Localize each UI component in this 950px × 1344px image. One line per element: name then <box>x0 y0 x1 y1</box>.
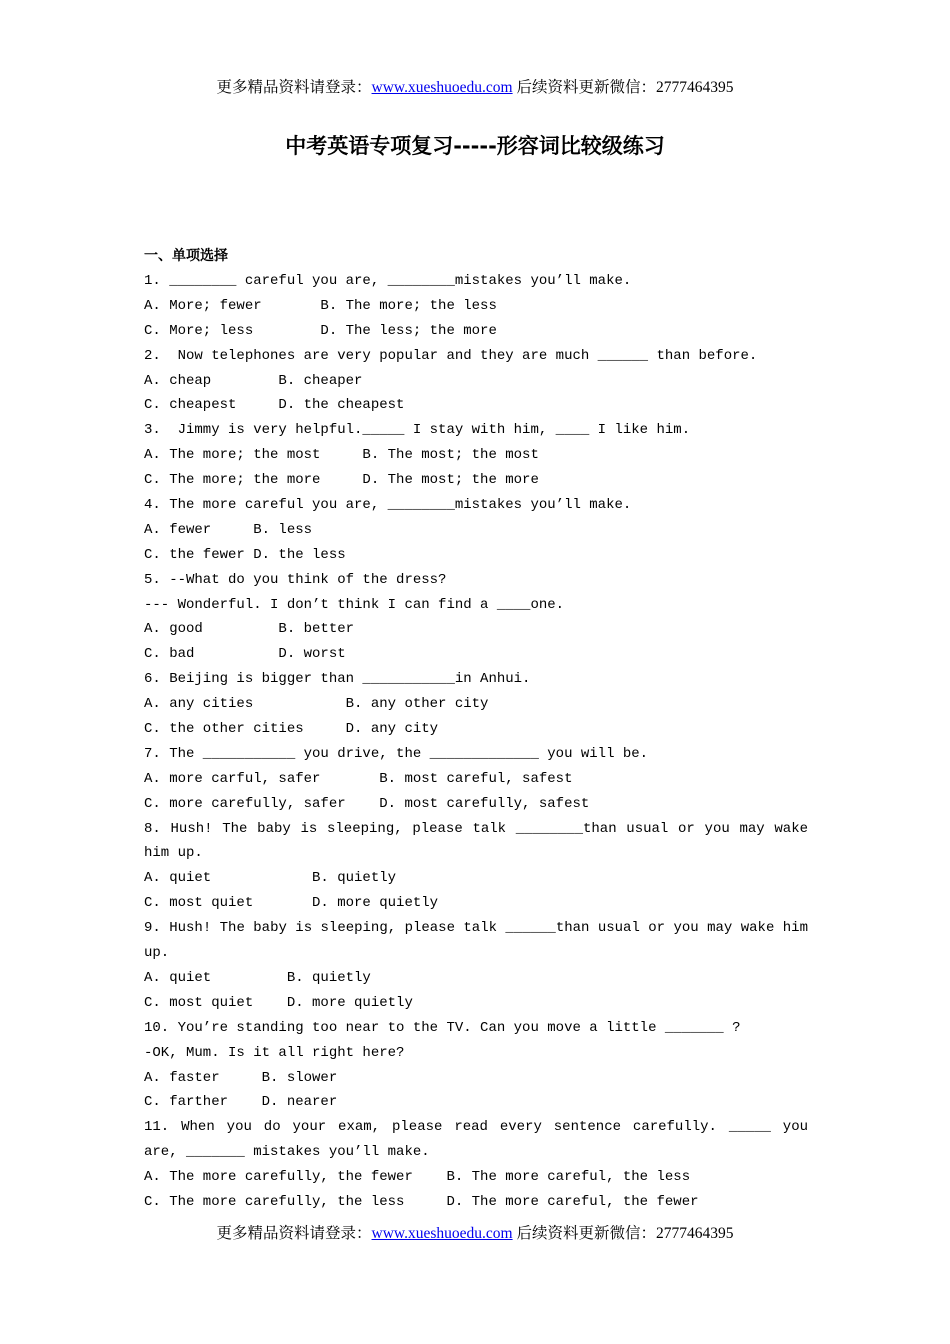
question-line: C. cheapest D. the cheapest <box>144 397 405 414</box>
question-line: --- Wonderful. I don’t think I can find a ____one. <box>144 596 565 613</box>
header-link[interactable]: www.xueshuoedu.com <box>371 79 513 96</box>
question-line: C. More; less D. The less; the more <box>144 322 497 339</box>
question-line: C. The more carefully, the less D. The more careful, the fewer <box>144 1193 699 1210</box>
question-line: A. The more carefully, the fewer B. The more careful, the less <box>144 1169 691 1186</box>
header-suffix: 后续资料更新微信：2777464395 <box>512 79 734 96</box>
question-line: 2. Now telephones are very popular and they are much ______ than before. <box>144 347 758 364</box>
question-line: A. more carful, safer B. most careful, safest <box>144 770 573 787</box>
question-line: C. most quiet D. more quietly <box>144 895 439 912</box>
question-line: C. bad D. worst <box>144 646 346 663</box>
question-line: A. quiet B. quietly <box>144 870 397 887</box>
question-line: C. most quiet D. more quietly <box>144 994 413 1011</box>
question-line: A. cheap B. cheaper <box>144 372 363 389</box>
question-line: 1. ________ careful you are, ________mistakes you’ll make. <box>144 273 632 289</box>
question-list <box>144 269 808 1215</box>
page-title: 中考英语专项复习-----形容词比较级练习 <box>285 134 665 158</box>
question-line: 11. When you do your exam, please read every sentence carefully. _____ you <box>144 1119 808 1136</box>
footer-link[interactable]: www.xueshuoedu.com <box>371 1225 513 1242</box>
footer-prefix: 更多精品资料请登录： <box>216 1225 372 1242</box>
header-prefix: 更多精品资料请登录： <box>216 79 372 96</box>
question-line: C. the fewer D. the less <box>144 546 346 563</box>
question-line: 10. You’re standing too near to the TV. Can you move a little _______ ? <box>144 1019 741 1036</box>
question-line: C. The more; the more D. The most; the more <box>144 472 539 489</box>
question-line: 9. Hush! The baby is sleeping, please talk ______than usual or you may wake him <box>144 920 808 937</box>
question-line: 5. --What do you think of the dress? <box>144 571 447 588</box>
question-line: A. quiet B. quietly <box>144 969 371 986</box>
question-line: 7. The ___________ you drive, the _____________ you will be. <box>144 745 649 762</box>
question-line: are, _______ mistakes you’ll make. <box>144 1144 430 1161</box>
section-heading: 一、单项选择 <box>144 248 228 264</box>
question-line: C. more carefully, safer D. most carefully, safest <box>144 795 590 812</box>
footer-suffix: 后续资料更新微信：2777464395 <box>512 1225 734 1242</box>
question-line: him up. <box>144 845 203 862</box>
question-line: A. any cities B. any other city <box>144 696 489 713</box>
page-header <box>0 75 950 97</box>
question-line: C. the other cities D. any city <box>144 721 439 738</box>
page-footer <box>0 1221 950 1243</box>
question-line: up. <box>144 945 170 962</box>
question-line: 4. The more careful you are, ________mistakes you’ll make. <box>144 497 632 514</box>
question-line: -OK, Mum. Is it all right here? <box>144 1044 405 1061</box>
question-line: A. More; fewer B. The more; the less <box>144 297 497 314</box>
question-line: A. good B. better <box>144 621 355 638</box>
question-line: 8. Hush! The baby is sleeping, please talk ________than usual or you may wake <box>144 820 808 837</box>
question-line: C. farther D. nearer <box>144 1094 338 1111</box>
question-line: A. The more; the most B. The most; the most <box>144 447 539 464</box>
question-line: A. fewer B. less <box>144 521 313 538</box>
question-line: A. faster B. slower <box>144 1069 338 1086</box>
question-line: 3. Jimmy is very helpful._____ I stay with him, ____ I like him. <box>144 422 691 439</box>
question-line: 6. Beijing is bigger than ___________in Anhui. <box>144 671 531 688</box>
